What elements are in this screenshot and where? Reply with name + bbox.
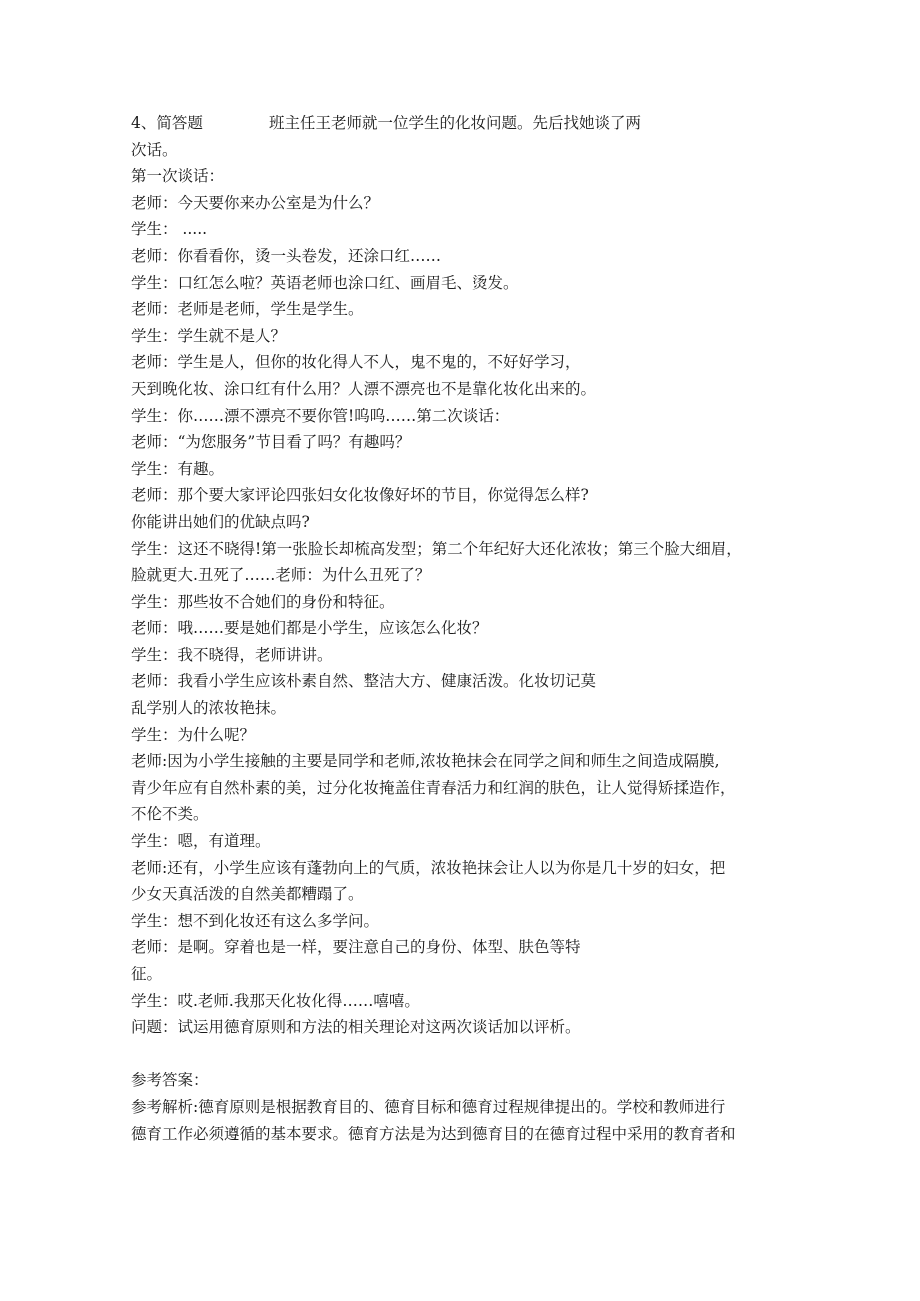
paragraph-gap xyxy=(131,1041,796,1068)
answer-line: 参考解析:德育原则是根据教育目的、德育目标和德育过程规律提出的。学校和教师进行 xyxy=(131,1097,726,1116)
dialogue-line: 乱学别人的浓妆艳抹。 xyxy=(131,699,287,718)
dialogue-line: 脸就更大.丑死了……老师：为什么丑死了？ xyxy=(131,566,431,585)
dialogue-line: 天到晚化妆、涂口红有什么用？人漂不漂亮也不是靠化妆化出来的。 xyxy=(131,379,597,398)
dialogue-line: 青少年应有自然朴素的美，过分化妆掩盖住青春活力和红润的肤色，让人觉得矫揉造作， xyxy=(131,778,736,797)
dialogue-line: 老师：学生是人，但你的妆化得人不人，鬼不鬼的，不好好学习， xyxy=(131,353,581,372)
dialogue-line: 学生：学生就不是人？ xyxy=(131,326,287,345)
dialogue-line: 老师:还有，小学生应该有蓬勃向上的气质，浓妆艳抹会让人以为你是几十岁的妇女，把 xyxy=(131,858,726,877)
dialogue-line: 你能讲出她们的优缺点吗? xyxy=(131,512,310,531)
dialogue-line: 老师：是啊。穿着也是一样，要注意自己的身份、体型、肤色等特 xyxy=(131,938,581,957)
answer-line: 德育工作必须遵循的基本要求。德育方法是为达到德育目的在德育过程中采用的教育者和 xyxy=(131,1124,736,1143)
document-page xyxy=(131,110,796,1147)
dialogue-line: 学生：口红怎么啦？英语老师也涂口红、画眉毛、烫发。 xyxy=(131,273,519,292)
dialogue-line: 老师：哦……要是她们都是小学生，应该怎么化妆？ xyxy=(131,619,488,638)
dialogue-line: 学生：为什么呢？ xyxy=(131,725,256,744)
dialogue-line: 征。 xyxy=(131,965,163,983)
dialogue-block xyxy=(131,163,796,1041)
dialogue-line: 问题：试运用德育原则和方法的相关理论对这两次谈话加以评析。 xyxy=(131,1018,581,1037)
dialogue-line: 学生：想不到化妆还有这么多学问。 xyxy=(131,911,380,930)
dialogue-line: 不伦不类。 xyxy=(131,805,209,824)
dialogue-line: 第一次谈话： xyxy=(131,167,225,186)
dialogue-line: 学生：哎.老师.我那天化妆化得……嘻嘻。 xyxy=(131,991,420,1010)
dialogue-line: 老师：我看小学生应该朴素自然、整洁大方、健康活泼。化妆切记莫 xyxy=(131,672,597,691)
dialogue-line: 学生：那些妆不合她们的身份和特征。 xyxy=(131,592,395,611)
question-intro-cont: 次话。 xyxy=(131,140,178,159)
question-intro: 班主任王老师就一位学生的化妆问题。先后找她谈了两 xyxy=(269,114,642,132)
answer-block xyxy=(131,1094,796,1147)
dialogue-line: 老师：今天要你来办公室是为什么？ xyxy=(131,193,380,212)
dialogue-line: 学生：这还不晓得!第一张脸长却梳高发型；第二个年纪好大还化浓妆；第三个脸大细眉， xyxy=(131,539,742,558)
dialogue-line: 学生：你……漂不漂亮不要你管!呜呜……第二次谈话： xyxy=(131,406,510,425)
dialogue-line: 少女天真活泼的自然美都糟蹋了。 xyxy=(131,885,364,904)
question-number: 4、简答题 xyxy=(131,114,203,132)
question-header xyxy=(131,110,796,137)
dialogue-line: 学生：我不晓得，老师讲讲。 xyxy=(131,645,333,664)
dialogue-line: 老师：老师是老师，学生是学生。 xyxy=(131,300,364,319)
dialogue-line: 老师:因为小学生接触的主要是同学和老师,浓妆艳抹会在同学之间和师生之间造成隔膜, xyxy=(131,752,720,771)
dialogue-line: 老师：你看看你，烫一头卷发，还涂口红…… xyxy=(131,246,442,265)
dialogue-line: 老师：“为您服务”节目看了吗？有趣吗？ xyxy=(131,433,411,452)
dialogue-line: 老师：那个要大家评论四张妇女化妆像好坏的节目，你觉得怎么样? xyxy=(131,486,589,505)
dialogue-line: 学生：嗯，有道理。 xyxy=(131,832,271,851)
answer-heading: 参考答案： xyxy=(131,1071,209,1090)
dialogue-line: 学生： ..... xyxy=(131,220,208,239)
dialogue-line: 学生：有趣。 xyxy=(131,459,225,478)
